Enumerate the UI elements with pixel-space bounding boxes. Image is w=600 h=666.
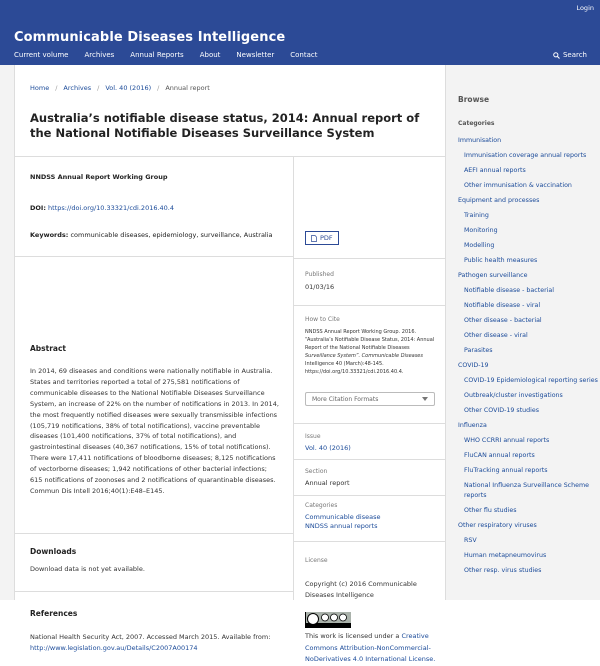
downloads-heading: Downloads [30,547,77,556]
issue-label: Issue [305,433,321,440]
abstract-line: In 2014, 69 diseases and conditions were nationally notifiable in Australia. [30,367,273,375]
nav-contact[interactable]: Contact [290,51,318,59]
reference-text: National Health Security Act, 2007. Accessed March 2015. Available from: [30,633,271,641]
abstract-line: diseases (101,400 notifications, 37% of total notifications), and [30,432,237,441]
sidebar-subcategory-link[interactable]: WHO CCRRI annual reports [464,437,550,444]
copyright-line: Diseases Intelligence [305,591,374,599]
citation-formats-label: More Citation Formats [312,395,379,403]
breadcrumb-separator: / [55,84,58,92]
search-label: Search [562,51,587,59]
sidebar-subcategory-link[interactable]: Other flu studies [464,507,517,514]
divider [294,305,446,306]
license-text [305,631,435,666]
divider [294,459,446,460]
search-icon [553,52,560,59]
article-title: Australia’s notifiable disease status, 2014: Annual report of the National Notifiable Diseases Surveillance System [30,111,420,140]
login-link[interactable]: Login [576,4,594,12]
abstract-line: 615 notifications of zoonoses and 2 notifications of quarantinable diseases. [30,476,276,485]
keywords-label: Keywords: [30,231,69,239]
how-to-cite-label: How to Cite [305,316,340,323]
citation-line: NNDSS Annual Report Working Group. 2016. [305,329,417,335]
sidebar-category-link[interactable]: Immunisation [458,137,502,144]
cc-license-badge[interactable] [305,612,350,628]
references-heading: References [30,609,78,618]
abstract-line: (105,719 notifications, 38% of total notifications), vaccine preventable [30,421,260,430]
sidebar-subcategory-link[interactable]: Training [464,212,489,219]
sidebar-subcategory-link[interactable]: Human metapneumovirus [464,552,547,559]
nav-archives[interactable]: Archives [84,51,115,59]
license-label: License [305,557,328,564]
sidebar-subcategory-link[interactable]: Outbreak/cluster investigations [464,392,563,399]
article-main [14,65,446,663]
pdf-label: PDF [320,234,333,242]
nav-current-volume[interactable]: Current volume [14,51,69,59]
category-link[interactable]: Communicable disease [305,513,381,521]
citation-line: “Australia’s Notifiable Disease Status, 2014: Annual [305,337,435,343]
site-header [0,0,600,65]
sidebar-subcategory-link[interactable]: Other immunisation & vaccination [464,182,572,189]
article-authors: NNDSS Annual Report Working Group [30,173,168,181]
sidebar-subcategory-link[interactable]: AEFI annual reports [464,167,526,174]
divider [15,156,445,157]
divider [294,495,446,496]
sidebar-subcategory-link[interactable]: Other resp. virus studies [464,567,542,574]
citation-text [305,328,440,376]
sidebar-category-link[interactable]: Pathogen surveillance [458,272,528,279]
nav-annual-reports[interactable]: Annual Reports [130,51,184,59]
chevron-down-icon [422,397,428,401]
search-link[interactable] [553,51,587,59]
license-link[interactable]: Commons Attribution-NonCommercial- [305,643,431,652]
sidebar-subcategory-link[interactable]: Parasites [464,347,493,354]
divider [294,258,446,259]
sidebar-subcategory-link[interactable]: Other disease - bacterial [464,317,542,324]
license-line: This work is licensed under a [305,632,402,640]
sidebar-category-link[interactable]: Equipment and processes [458,197,540,204]
reference-item [30,632,270,653]
divider [294,541,446,542]
copyright-text [305,579,417,601]
sidebar-subcategory-link[interactable]: Other disease - viral [464,332,528,339]
breadcrumb-separator: / [157,84,160,92]
license-link[interactable]: Creative [401,632,429,640]
citation-formats-dropdown[interactable] [305,392,435,406]
reference-link[interactable]: http://www.legislation.gov.au/Details/C2007A00174 [30,643,198,652]
doi-label: DOI: [30,204,46,212]
categories-label: Categories [305,502,338,509]
sidebar-subcategory-link[interactable]: Monitoring [464,227,498,234]
published-value: 01/03/16 [305,283,335,291]
citation-line: Intelligence 40 (March):48-145. [305,361,384,367]
abstract-line: gastrointestinal diseases (40,367 notifications, 15% of total notifications). [30,443,271,452]
sidebar-subcategory-link[interactable]: COVID-19 Epidemiological reporting series [464,377,598,384]
browse-title: Browse [458,95,490,104]
abstract-line: States and territories reported a total of 275,581 notifications of [30,377,240,386]
sidebar-subcategory-link[interactable]: Other COVID-19 studies [464,407,540,414]
sidebar-subcategory-link[interactable]: Notifiable disease - viral [464,302,541,309]
article-keywords [30,231,273,239]
breadcrumb [30,84,210,92]
downloads-text: Download data is not yet available. [30,565,145,573]
license-link[interactable]: NoDerivatives 4.0 International License. [305,655,436,663]
abstract-heading: Abstract [30,344,67,353]
column-divider [293,156,294,600]
sidebar-subcategory-link[interactable]: Notifiable disease - bacterial [464,287,555,294]
breadcrumb-current: Annual report [165,84,210,92]
doi-link[interactable]: https://doi.org/10.33321/cdi.2016.40.4 [48,204,175,212]
sidebar-subcategory-link[interactable]: National Influenza Surveillance Scheme reports [464,482,590,499]
sidebar-subcategory-link[interactable]: Modelling [464,242,495,249]
divider [15,591,293,592]
section-label: Section [305,468,328,475]
abstract-line: System, an increase of 22% on the number of notifications in 2013. In 2014, [30,399,279,408]
site-title[interactable]: Communicable Diseases Intelligence [14,30,286,45]
main-nav [14,51,334,59]
abstract-text [30,366,280,497]
nav-newsletter[interactable]: Newsletter [236,51,275,59]
divider [15,533,293,534]
sidebar-category-link[interactable]: Other respiratory viruses [458,522,537,529]
sidebar-subcategory-link[interactable]: FluTracking annual reports [464,467,548,474]
sidebar-category-link[interactable]: Influenza [458,422,487,429]
sidebar-subcategory-link[interactable]: Immunisation coverage annual reports [464,152,587,159]
nav-about[interactable]: About [199,51,221,59]
published-label: Published [305,271,334,278]
cc-by-nc-nd-icon [306,612,351,628]
breadcrumb-archives[interactable]: Archives [63,84,92,92]
citation-line: Report of the National Notifiable Diseases [305,345,410,351]
abstract-line: the most frequently notified diseases were sexually transmissible infections [30,410,278,419]
category-link[interactable]: NNDSS annual reports [305,522,378,530]
divider [15,256,293,257]
abstract-line: of vectorborne diseases; 1,942 notifications of other bacterial infections; [30,465,267,474]
sidebar-category-link[interactable]: COVID-19 [458,362,489,369]
breadcrumb-home[interactable]: Home [30,84,50,92]
sidebar-subcategory-link[interactable]: FluCAN annual reports [464,452,535,459]
abstract-line: Commun Dis Intell 2016;40(1):E48–E145. [30,486,165,495]
sidebar-subcategory-link[interactable]: Public health measures [464,257,538,264]
divider [294,423,446,424]
sidebar-subcategory-link[interactable]: RSV [464,537,477,544]
page-body [0,65,600,663]
copyright-line: Copyright (c) 2016 Communicable [305,580,417,588]
section-value: Annual report [305,479,350,487]
abstract-line: communicable diseases to the National Notifiable Diseases Surveillance [30,388,265,397]
abstract-line: There were 17,411 notifications of bloodborne diseases; 8,125 notifications [30,454,276,463]
article-doi [30,204,174,212]
pdf-button[interactable] [305,231,339,245]
categories-heading: Categories [458,120,495,127]
keywords-value: communicable diseases, epidemiology, surveillance, Australia [70,231,273,239]
category-list [458,136,598,581]
citation-line: https://doi.org/10.33321/cdi.2016.40.4. [305,369,404,375]
category-links [305,513,380,531]
breadcrumb-volume[interactable]: Vol. 40 (2016) [105,84,152,92]
issue-link[interactable]: Vol. 40 (2016) [305,444,351,452]
citation-line: Surveillance System”. Communicable Diseases [305,353,423,359]
breadcrumb-separator: / [97,84,100,92]
file-pdf-icon [311,235,317,242]
